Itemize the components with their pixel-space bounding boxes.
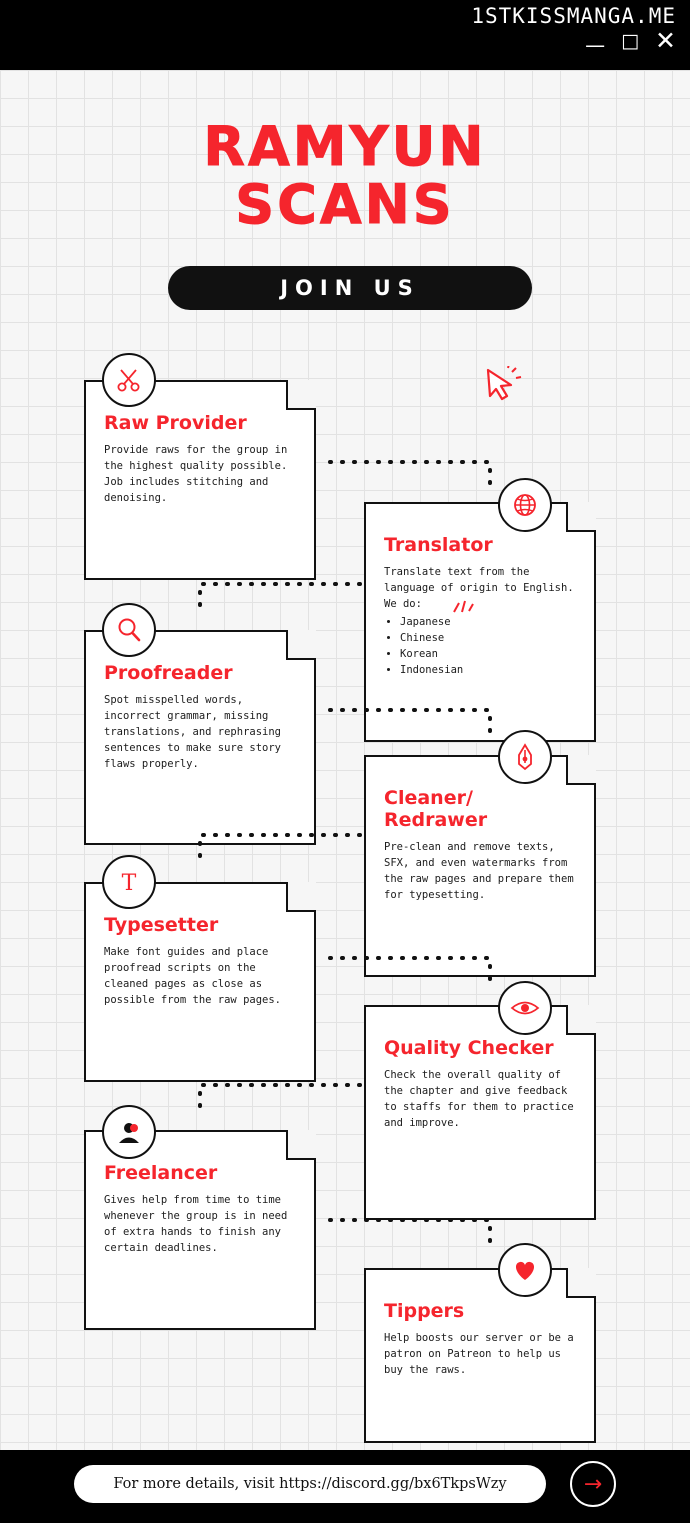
eye-icon-badge bbox=[498, 981, 552, 1035]
letter-t-icon-badge bbox=[102, 855, 156, 909]
connector-dots bbox=[0, 70, 690, 1450]
person-icon-badge bbox=[102, 1105, 156, 1159]
list-item: • Chinese bbox=[400, 630, 576, 646]
pen-nib-icon bbox=[512, 743, 538, 771]
person-icon bbox=[115, 1118, 143, 1146]
role-body: Help boosts our server or be a patron on Patreon to help us buy the raws. bbox=[384, 1332, 574, 1376]
role-body: Check the overall quality of the chapter and give feedback to staffs for them to practice and improve. bbox=[384, 1069, 574, 1129]
magnifier-icon bbox=[115, 616, 143, 644]
heart-icon-badge bbox=[498, 1243, 552, 1297]
role-title: Proofreader bbox=[104, 662, 233, 684]
discord-link[interactable]: For more details, visit https://discord.gg/bx6TkpsWzy bbox=[74, 1465, 546, 1503]
list-item: • Japanese bbox=[400, 614, 576, 630]
heart-icon bbox=[512, 1258, 538, 1282]
arrow-right-icon[interactable]: → bbox=[570, 1461, 616, 1507]
role-body: Pre-clean and remove texts, SFX, and even watermarks from the raw pages and prepare them for typesetting. bbox=[384, 841, 574, 901]
role-title: Freelancer bbox=[104, 1162, 218, 1184]
poster-canvas bbox=[0, 70, 690, 1450]
title-bar bbox=[0, 0, 690, 70]
svg-text:T: T bbox=[121, 871, 137, 896]
globe-icon-badge bbox=[498, 478, 552, 532]
role-body: Provide raws for the group in the highest quality possible. Job includes stitching and denoising. bbox=[104, 444, 288, 504]
role-body: Spot misspelled words, incorrect grammar, missing translations, and rephrasing sentences to make sure story flaws properly. bbox=[104, 694, 282, 770]
list-item: • Indonesian bbox=[400, 662, 576, 678]
minimize-icon[interactable]: — bbox=[585, 33, 606, 57]
pen-nib-icon-badge bbox=[498, 730, 552, 784]
globe-icon bbox=[511, 491, 539, 519]
magnifier-icon-badge bbox=[102, 603, 156, 657]
role-title: Tippers bbox=[384, 1300, 465, 1322]
role-title: Quality Checker bbox=[384, 1037, 554, 1059]
close-icon[interactable]: ✕ bbox=[655, 26, 676, 55]
role-title: Typesetter bbox=[104, 914, 219, 936]
eye-icon bbox=[510, 997, 540, 1019]
title-line-2: SCANS bbox=[235, 173, 455, 236]
role-title: Translator bbox=[384, 534, 493, 556]
role-body: Gives help from time to time whenever the group is in need of extra hands to finish any certain deadlines. bbox=[104, 1194, 288, 1254]
site-watermark: 1STKISSMANGA.ME bbox=[471, 4, 676, 28]
role-body: Translate text from the language of origin to English. We do: bbox=[384, 566, 574, 610]
letter-t-icon bbox=[115, 868, 143, 896]
scissors-icon-badge bbox=[102, 353, 156, 407]
window-controls bbox=[585, 26, 676, 57]
join-us-button[interactable]: JOIN US bbox=[168, 266, 532, 310]
scissors-icon bbox=[115, 366, 143, 394]
title-line-1: RAMYUN bbox=[203, 115, 487, 178]
role-body: Make font guides and place proofread scripts on the cleaned pages as close as possible from the raw pages. bbox=[104, 946, 282, 1006]
list-item: • Korean bbox=[400, 646, 576, 662]
role-title: Cleaner/ Redrawer bbox=[384, 787, 488, 831]
maximize-icon[interactable]: □ bbox=[621, 30, 640, 52]
footer-bar bbox=[0, 1450, 690, 1523]
role-title: Raw Provider bbox=[104, 412, 247, 434]
